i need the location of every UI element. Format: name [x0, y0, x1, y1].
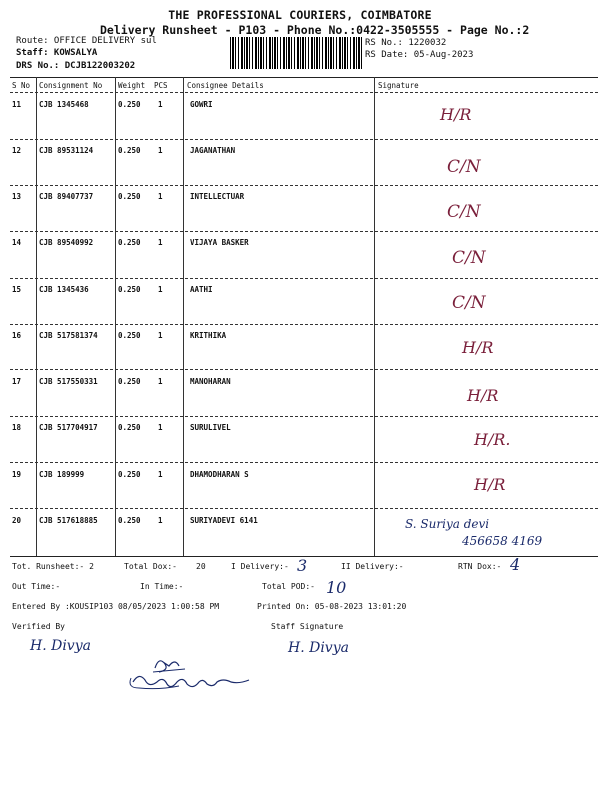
- col-divider: [374, 77, 375, 557]
- row-signature: H/R.: [474, 430, 511, 449]
- row-consignee: SURIYADEVI 6141: [190, 516, 258, 525]
- staff-signature-label: Staff Signature: [271, 622, 344, 631]
- row-consignment-no: CJB 1345468: [39, 100, 89, 109]
- runsheet-subtitle: Delivery Runsheet - P103 - Phone No.:0422-3505555 - Page No.:2: [100, 23, 530, 37]
- row-weight: 0.250: [118, 146, 141, 155]
- table-header-divider: [10, 92, 598, 93]
- row-signature-number: 456658 4169: [462, 534, 543, 548]
- col-header-signature: Signature: [378, 81, 419, 90]
- row-signature: H/R: [462, 338, 494, 357]
- row-weight: 0.250: [118, 331, 141, 340]
- row-divider: [10, 462, 598, 463]
- col-header-consignee: Consignee Details: [187, 81, 264, 90]
- row-consignee: KRITHIKA: [190, 331, 227, 340]
- row-consignee: MANOHARAN: [190, 377, 231, 386]
- row-divider: [10, 369, 598, 370]
- i-delivery-label: I Delivery:-: [231, 562, 289, 571]
- row-pcs: 1: [158, 146, 163, 155]
- row-divider: [10, 139, 598, 140]
- total-dox-value: 20: [196, 562, 206, 571]
- row-consignee: DHAMODHARAN S: [190, 470, 249, 479]
- row-signature: C/N: [447, 157, 481, 177]
- barcode-image: [230, 37, 362, 69]
- col-divider: [115, 77, 116, 557]
- row-pcs: 1: [158, 470, 163, 479]
- row-consignment-no: CJB 89540992: [39, 238, 94, 247]
- total-runsheet: Tot. Runsheet:- 2: [12, 562, 94, 571]
- row-pcs: 1: [158, 377, 163, 386]
- verified-by-signature: H. Divya: [30, 638, 91, 654]
- row-weight: 0.250: [118, 516, 141, 525]
- col-divider: [36, 77, 37, 557]
- route-label: Route: OFFICE DELIVERY sul: [16, 36, 157, 46]
- rtn-dox-value: 4: [510, 555, 521, 574]
- row-pcs: 1: [158, 331, 163, 340]
- row-sno: 18: [12, 423, 22, 432]
- row-weight: 0.250: [118, 377, 141, 386]
- row-signature: C/N: [452, 293, 486, 313]
- row-signature: C/N: [447, 202, 481, 222]
- drs-number: DRS No.: DCJB122003202: [16, 61, 136, 71]
- row-sno: 19: [12, 470, 22, 479]
- row-consignee: SURULIVEL: [190, 423, 231, 432]
- row-sno: 11: [12, 100, 22, 109]
- row-consignee: INTELLECTUAR: [190, 192, 245, 201]
- table-top-border: [10, 77, 598, 78]
- handwritten-scribble-signature: [125, 650, 295, 695]
- row-signature: H/R: [440, 105, 472, 124]
- row-signature: H/R: [474, 475, 506, 494]
- rtn-dox-label: RTN Dox:-: [458, 562, 502, 571]
- col-header-sno: S No: [12, 81, 31, 90]
- row-weight: 0.250: [118, 100, 141, 109]
- row-divider: [10, 416, 598, 417]
- row-consignment-no: CJB 517550331: [39, 377, 98, 386]
- row-consignment-no: CJB 1345436: [39, 285, 89, 294]
- row-sno: 17: [12, 377, 22, 386]
- row-consignee: AATHI: [190, 285, 213, 294]
- row-divider: [10, 231, 598, 232]
- row-consignee: GOWRI: [190, 100, 213, 109]
- row-pcs: 1: [158, 192, 163, 201]
- i-delivery-value: 3: [297, 556, 308, 575]
- col-header-pcs: PCS: [154, 81, 168, 90]
- row-consignee: VIJAYA BASKER: [190, 238, 249, 247]
- rs-number: RS No.: 1220032: [365, 38, 447, 48]
- row-signature: C/N: [452, 248, 486, 268]
- total-dox-label: Total Dox:-: [124, 562, 177, 571]
- row-weight: 0.250: [118, 238, 141, 247]
- row-consignment-no: CJB 517618885: [39, 516, 98, 525]
- row-divider: [10, 508, 598, 509]
- in-time-label: In Time:-: [140, 582, 184, 591]
- row-weight: 0.250: [118, 423, 141, 432]
- printed-on: Printed On: 05-08-2023 13:01:20: [257, 602, 407, 611]
- row-signature: S. Suriya devi: [405, 517, 490, 531]
- total-pod-value: 10: [326, 578, 347, 597]
- row-signature: H/R: [467, 386, 499, 405]
- entered-by: Entered By :KOUSIP103 08/05/2023 1:00:58 PM: [12, 602, 220, 611]
- staff-label: Staff: KOWSALYA: [16, 48, 98, 58]
- row-divider: [10, 185, 598, 186]
- col-divider: [183, 77, 184, 557]
- row-sno: 12: [12, 146, 22, 155]
- staff-signature: H. Divya: [288, 640, 349, 656]
- row-sno: 16: [12, 331, 22, 340]
- row-consignment-no: CJB 89531124: [39, 146, 94, 155]
- row-consignment-no: CJB 517704917: [39, 423, 98, 432]
- row-consignment-no: CJB 189999: [39, 470, 85, 479]
- row-sno: 20: [12, 516, 22, 525]
- total-pod-label: Total POD:-: [262, 582, 315, 591]
- row-consignment-no: CJB 89407737: [39, 192, 94, 201]
- row-weight: 0.250: [118, 470, 141, 479]
- row-weight: 0.250: [118, 192, 141, 201]
- ii-delivery-label: II Delivery:-: [341, 562, 404, 571]
- out-time-label: Out Time:-: [12, 582, 61, 591]
- row-divider: [10, 278, 598, 279]
- row-pcs: 1: [158, 238, 163, 247]
- row-sno: 15: [12, 285, 22, 294]
- rs-date: RS Date: 05-Aug-2023: [365, 50, 474, 60]
- row-pcs: 1: [158, 100, 163, 109]
- row-pcs: 1: [158, 516, 163, 525]
- row-sno: 13: [12, 192, 22, 201]
- row-consignee: JAGANATHAN: [190, 146, 236, 155]
- row-weight: 0.250: [118, 285, 141, 294]
- row-pcs: 1: [158, 285, 163, 294]
- col-header-weight: Weight: [118, 81, 146, 90]
- row-divider: [10, 324, 598, 325]
- col-header-consignment: Consignment No: [39, 81, 103, 90]
- verified-by-label: Verified By: [12, 622, 65, 631]
- company-title: THE PROFESSIONAL COURIERS, COIMBATORE: [168, 8, 432, 22]
- row-consignment-no: CJB 517581374: [39, 331, 98, 340]
- row-sno: 14: [12, 238, 22, 247]
- row-pcs: 1: [158, 423, 163, 432]
